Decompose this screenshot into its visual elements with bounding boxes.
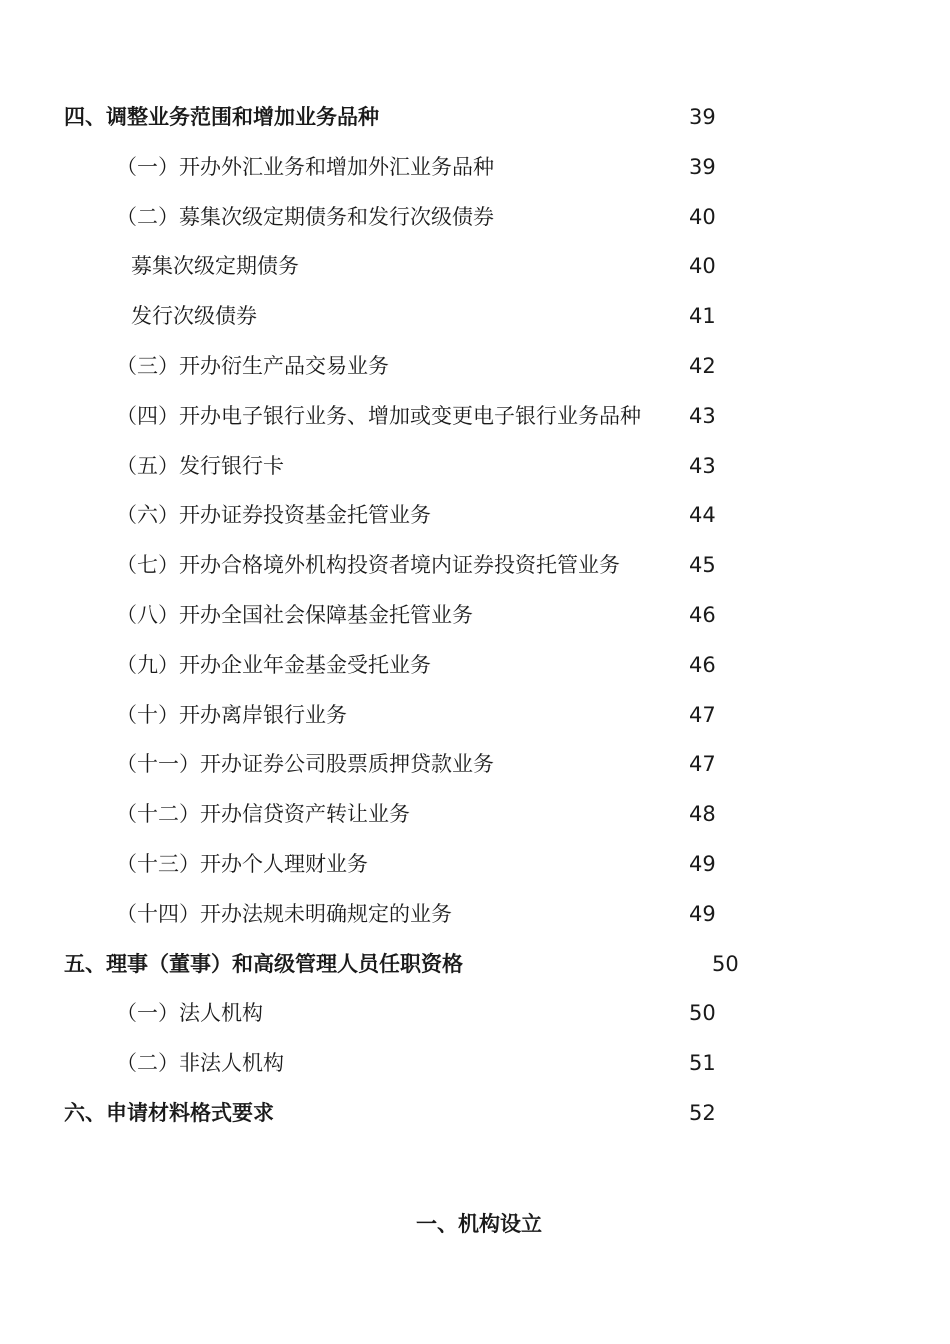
toc-entry-page: 52 — [689, 1100, 716, 1125]
toc-entry-page: 42 — [689, 353, 716, 378]
toc-entry-page: 45 — [689, 553, 716, 578]
section-heading: 一、机构设立 — [416, 1212, 542, 1236]
toc-entry[interactable] — [0, 242, 950, 292]
toc-entry-page: 46 — [689, 652, 716, 677]
toc-entry-title: （十一）开办证券公司股票质押贷款业务 — [116, 752, 494, 777]
toc-entry-page: 44 — [689, 503, 716, 528]
toc-entry[interactable] — [0, 790, 950, 840]
toc-entry-page: 43 — [689, 453, 716, 478]
toc-entry-title: 六、申请材料格式要求 — [64, 1100, 274, 1125]
toc-entry[interactable] — [0, 541, 950, 591]
toc-entry-title: 四、调整业务范围和增加业务品种 — [64, 105, 379, 129]
toc-entry-page: 40 — [689, 204, 716, 229]
toc-entry-title: （六）开办证券投资基金托管业务 — [116, 503, 431, 528]
toc-entry-title: （七）开办合格境外机构投资者境内证券投资托管业务 — [116, 553, 620, 578]
toc-entry-title: （十四）开办法规未明确规定的业务 — [116, 901, 452, 926]
table-of-contents — [0, 93, 950, 1139]
toc-entry-page: 48 — [689, 802, 716, 827]
toc-entry-title: （二）募集次级定期债务和发行次级债券 — [116, 204, 494, 229]
toc-entry[interactable] — [0, 392, 950, 442]
toc-entry[interactable] — [0, 641, 950, 691]
toc-entry-page: 40 — [689, 254, 716, 279]
toc-entry-page: 49 — [689, 901, 716, 926]
toc-entry-page: 50 — [712, 951, 739, 976]
toc-entry[interactable] — [0, 93, 950, 143]
toc-entry-page: 39 — [689, 105, 716, 129]
toc-entry-page: 43 — [689, 403, 716, 428]
toc-entry[interactable] — [0, 1039, 950, 1089]
toc-entry-page: 47 — [689, 702, 716, 727]
toc-entry-page: 51 — [689, 1051, 716, 1076]
toc-entry-title: （十三）开办个人理财业务 — [116, 851, 368, 876]
toc-entry-title: （十）开办离岸银行业务 — [116, 702, 347, 727]
toc-entry-page: 50 — [689, 1001, 716, 1026]
toc-entry[interactable] — [0, 342, 950, 392]
toc-entry-page: 46 — [689, 602, 716, 627]
toc-entry-title: 五、理事（董事）和高级管理人员任职资格 — [64, 951, 463, 976]
toc-entry[interactable] — [0, 840, 950, 890]
toc-entry[interactable] — [0, 193, 950, 243]
toc-entry[interactable] — [0, 292, 950, 342]
toc-entry-page: 39 — [689, 154, 716, 179]
toc-entry-title: （五）发行银行卡 — [116, 453, 284, 478]
toc-entry-page: 49 — [689, 851, 716, 876]
toc-entry-title: 发行次级债券 — [131, 304, 257, 329]
toc-entry[interactable] — [0, 591, 950, 641]
toc-entry-title: 募集次级定期债务 — [131, 254, 299, 279]
toc-entry-page: 41 — [689, 304, 716, 329]
toc-entry-title: （八）开办全国社会保障基金托管业务 — [116, 602, 473, 627]
toc-entry-page: 47 — [689, 752, 716, 777]
toc-entry-title: （一）开办外汇业务和增加外汇业务品种 — [116, 154, 494, 179]
toc-entry[interactable] — [0, 143, 950, 193]
toc-entry-title: （三）开办衍生产品交易业务 — [116, 353, 389, 378]
toc-entry[interactable] — [0, 740, 950, 790]
toc-entry-title: （二）非法人机构 — [116, 1051, 284, 1076]
toc-entry[interactable] — [0, 890, 950, 940]
toc-entry-title: （一）法人机构 — [116, 1001, 263, 1026]
toc-entry[interactable] — [0, 442, 950, 492]
toc-entry-title: （十二）开办信贷资产转让业务 — [116, 802, 410, 827]
toc-entry[interactable] — [0, 989, 950, 1039]
toc-entry[interactable] — [0, 940, 950, 990]
toc-entry-title: （九）开办企业年金基金受托业务 — [116, 652, 431, 677]
toc-entry-title: （四）开办电子银行业务、增加或变更电子银行业务品种 — [116, 403, 641, 428]
toc-entry[interactable] — [0, 491, 950, 541]
toc-entry[interactable] — [0, 691, 950, 741]
toc-entry[interactable] — [0, 1089, 950, 1139]
